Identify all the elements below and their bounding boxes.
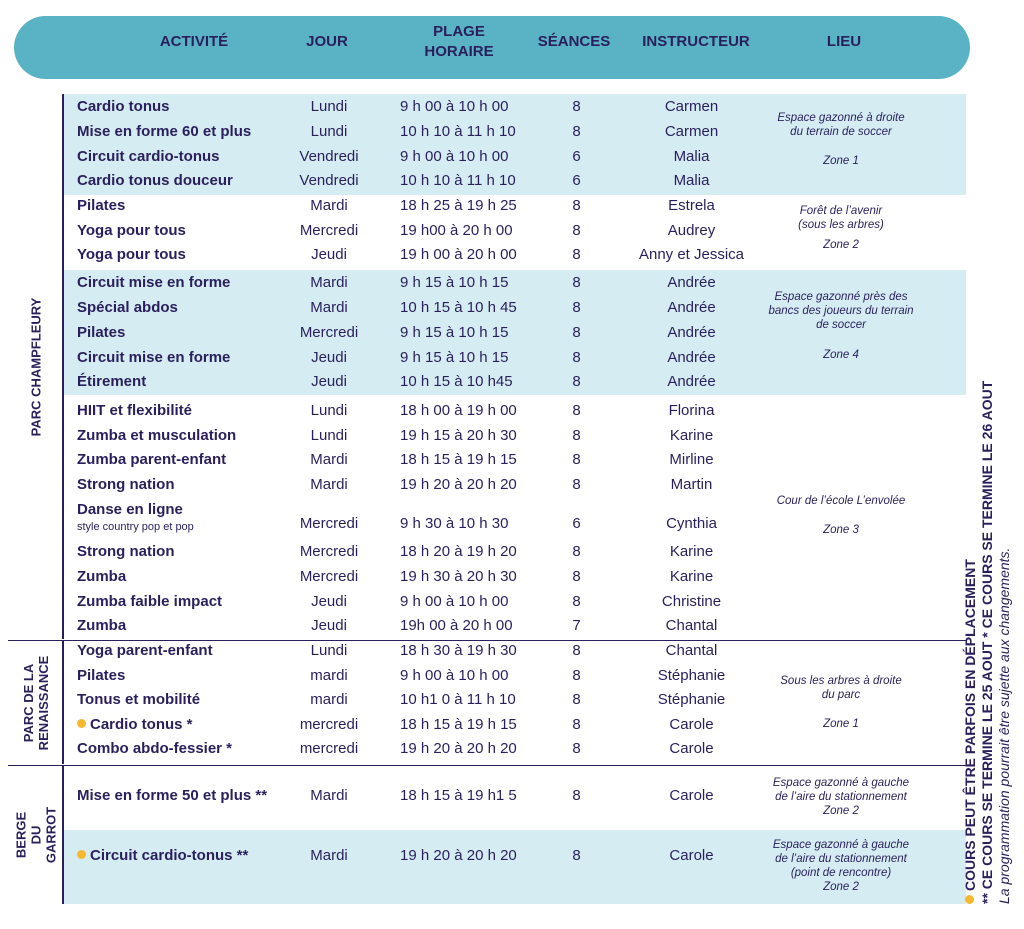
lieu-zone: Zone 1 bbox=[823, 155, 859, 167]
activity-label: Pilates bbox=[77, 197, 126, 214]
time-cell: 10 h 10 à 11 h 10 bbox=[400, 172, 516, 189]
instructor-cell: Martin bbox=[670, 476, 713, 493]
activity-name bbox=[77, 740, 232, 757]
instructor-cell: Andrée bbox=[667, 274, 716, 291]
lieu-text: Espace gazonné à gauche bbox=[772, 839, 910, 851]
time-cell: 18 h 00 à 19 h 00 bbox=[400, 402, 517, 419]
time-cell: 18 h 25 à 19 h 25 bbox=[400, 197, 517, 214]
lieu-text: bancs des joueurs du terrain bbox=[768, 305, 914, 317]
sessions-cell: 6 bbox=[572, 172, 581, 189]
activity-label: Circuit cardio-tonus bbox=[77, 148, 220, 165]
activity-name bbox=[77, 568, 126, 585]
activity-label: Cardio tonus bbox=[77, 98, 170, 115]
lieu-zone-1 bbox=[750, 111, 932, 168]
instructor-cell: Chantal bbox=[665, 617, 718, 634]
lieu-text: Espace gazonné près des bbox=[774, 291, 908, 303]
day-cell: Vendredi bbox=[299, 172, 359, 189]
time-cell: 19 h00 à 20 h 00 bbox=[400, 222, 513, 239]
activity-name bbox=[77, 617, 126, 634]
sessions-cell: 8 bbox=[572, 123, 581, 140]
activity-name bbox=[77, 787, 267, 804]
sessions-cell: 8 bbox=[572, 476, 581, 493]
lieu-zone: Zone 1 bbox=[823, 718, 859, 730]
activity-label: Yoga pour tous bbox=[77, 246, 186, 263]
instructor-cell: Karine bbox=[669, 543, 714, 560]
lieu-text: du terrain de soccer bbox=[790, 126, 892, 138]
sessions-cell: 8 bbox=[572, 324, 581, 341]
instructor-cell: Karine bbox=[669, 427, 714, 444]
instructor-cell: Carmen bbox=[664, 98, 719, 115]
time-cell: 10 h1 0 à 11 h 10 bbox=[400, 691, 516, 708]
activity-name bbox=[77, 222, 186, 239]
day-cell: Mercredi bbox=[299, 543, 359, 560]
time-cell: 19 h 15 à 20 h 30 bbox=[400, 427, 517, 444]
day-cell: mardi bbox=[310, 667, 348, 684]
activity-label: Yoga parent-enfant bbox=[77, 642, 213, 659]
time-cell: 9 h 15 à 10 h 15 bbox=[400, 349, 509, 366]
lieu-zone: Zone 3 bbox=[823, 524, 859, 536]
instructor-cell: Mirline bbox=[669, 451, 714, 468]
header-seances: SÉANCES bbox=[537, 33, 611, 50]
sessions-cell: 8 bbox=[572, 667, 581, 684]
activity-label: Spécial abdos bbox=[77, 299, 178, 316]
activity-name bbox=[77, 847, 248, 864]
time-cell: 9 h 00 à 10 h 00 bbox=[400, 667, 509, 684]
section-divider bbox=[62, 641, 64, 764]
activity-name bbox=[77, 501, 183, 518]
header-lieu: LIEU bbox=[826, 33, 862, 50]
activity-name bbox=[77, 427, 236, 444]
instructor-cell: Andrée bbox=[667, 349, 716, 366]
sessions-cell: 7 bbox=[572, 617, 581, 634]
day-cell: Mardi bbox=[310, 847, 348, 864]
activity-label: Zumba bbox=[77, 568, 127, 585]
header-instructeur: INSTRUCTEUR bbox=[642, 33, 750, 50]
time-cell: 18 h 15 à 19 h 15 bbox=[400, 716, 517, 733]
sessions-cell: 8 bbox=[572, 197, 581, 214]
day-cell: mardi bbox=[310, 691, 348, 708]
instructor-cell: Carmen bbox=[664, 123, 719, 140]
day-cell: Jeudi bbox=[311, 617, 347, 634]
activity-name bbox=[77, 642, 213, 659]
activity-name bbox=[77, 148, 220, 165]
activity-label: Strong nation bbox=[77, 543, 175, 560]
day-cell: Mercredi bbox=[299, 324, 359, 341]
sessions-cell: 8 bbox=[572, 274, 581, 291]
day-cell: Jeudi bbox=[311, 373, 347, 390]
activity-label: Mise en forme 50 et plus ** bbox=[77, 787, 268, 804]
time-cell: 10 h 10 à 11 h 10 bbox=[400, 123, 516, 140]
instructor-cell: Andrée bbox=[667, 373, 716, 390]
activity-label: Circuit cardio-tonus ** bbox=[90, 847, 249, 864]
time-cell: 9 h 15 à 10 h 15 bbox=[400, 324, 509, 341]
lieu-text: Forêt de l’avenir bbox=[799, 205, 883, 217]
side-note-deplacement bbox=[962, 559, 978, 904]
instructor-cell: Christine bbox=[661, 593, 722, 610]
activity-label: Zumba et musculation bbox=[77, 427, 237, 444]
instructor-cell: Florina bbox=[668, 402, 715, 419]
sessions-cell: 8 bbox=[572, 593, 581, 610]
section-label: BERGE DU GARROT bbox=[13, 806, 59, 864]
day-cell: Lundi bbox=[310, 427, 348, 444]
activity-label: Mise en forme 60 et plus bbox=[77, 123, 252, 140]
sessions-cell: 8 bbox=[572, 787, 581, 804]
sessions-cell: 8 bbox=[572, 740, 581, 757]
activity-name bbox=[77, 476, 175, 493]
activity-name bbox=[77, 299, 178, 316]
activity-name bbox=[77, 246, 186, 263]
activity-label: Zumba parent-enfant bbox=[77, 451, 227, 468]
dot-marker bbox=[965, 895, 974, 904]
activity-name bbox=[77, 691, 200, 708]
day-cell: Lundi bbox=[310, 642, 348, 659]
time-cell: 19 h 20 à 20 h 20 bbox=[400, 847, 517, 864]
header-jour: JOUR bbox=[306, 33, 348, 50]
day-cell: Mardi bbox=[310, 476, 348, 493]
activity-label: Pilates bbox=[77, 667, 126, 684]
lieu-garrot-1 bbox=[750, 776, 932, 818]
time-cell: 18 h 15 à 19 h 15 bbox=[400, 451, 517, 468]
time-cell: 19 h 30 à 20 h 30 bbox=[400, 568, 517, 585]
activity-label: Strong nation bbox=[77, 476, 175, 493]
lieu-text: Espace gazonné à gauche bbox=[772, 777, 910, 789]
lieu-text: (sous les arbres) bbox=[798, 219, 884, 231]
lieu-text: de l’aire du stationnement bbox=[775, 791, 907, 803]
time-cell: 18 h 30 à 19 h 30 bbox=[400, 642, 517, 659]
sessions-cell: 8 bbox=[572, 222, 581, 239]
lieu-zone: Zone 4 bbox=[823, 349, 859, 361]
lieu-text: de soccer bbox=[816, 319, 866, 331]
activity-name bbox=[77, 197, 125, 214]
sessions-cell: 8 bbox=[572, 568, 581, 585]
activity-name bbox=[77, 123, 251, 140]
day-cell: Jeudi bbox=[311, 593, 347, 610]
lieu-zone-2 bbox=[750, 204, 932, 252]
activity-label: Cardio tonus douceur bbox=[77, 172, 233, 189]
activity-label: Circuit mise en forme bbox=[77, 349, 231, 366]
section-separator bbox=[8, 640, 966, 641]
instructor-cell: Chantal bbox=[665, 642, 718, 659]
sessions-cell: 8 bbox=[572, 402, 581, 419]
day-cell: Jeudi bbox=[311, 246, 347, 263]
activity-label: Yoga pour tous bbox=[77, 222, 186, 239]
activity-label: Zumba faible impact bbox=[77, 593, 223, 610]
sessions-cell: 8 bbox=[572, 716, 581, 733]
side-note-dates: ** CE COURS SE TERMINE LE 25 AOUT * CE COURS SE TERMINE LE 26 AOUT bbox=[979, 380, 995, 904]
day-cell: Vendredi bbox=[299, 148, 359, 165]
time-cell: 9 h 00 à 10 h 00 bbox=[400, 593, 509, 610]
instructor-cell: Stéphanie bbox=[657, 667, 726, 684]
activity-name bbox=[77, 172, 233, 189]
time-cell: 18 h 15 à 19 h1 5 bbox=[400, 787, 517, 804]
sessions-cell: 8 bbox=[572, 427, 581, 444]
time-cell: 19 h 20 à 20 h 20 bbox=[400, 740, 517, 757]
instructor-cell: Carole bbox=[669, 716, 714, 733]
day-cell: Mercredi bbox=[299, 222, 359, 239]
activity-label: Zumba bbox=[77, 617, 127, 634]
activity-name bbox=[77, 98, 170, 115]
sessions-cell: 8 bbox=[572, 349, 581, 366]
activity-subtitle: style country pop et pop bbox=[77, 521, 194, 533]
sessions-cell: 8 bbox=[572, 847, 581, 864]
lieu-zone-3 bbox=[750, 494, 932, 537]
instructor-cell: Karine bbox=[669, 568, 714, 585]
time-cell: 18 h 20 à 19 h 20 bbox=[400, 543, 517, 560]
section-renaissance bbox=[14, 641, 58, 765]
side-note-text: COURS PEUT ÊTRE PARFOIS EN DÉPLACEMENT bbox=[962, 559, 978, 891]
section-separator bbox=[8, 765, 966, 766]
instructor-cell: Cynthia bbox=[666, 515, 717, 532]
activity-name bbox=[77, 451, 226, 468]
section-label: PARC CHAMPFLEURY bbox=[28, 297, 44, 437]
activity-label: Tonus et mobilité bbox=[77, 691, 201, 708]
table-header bbox=[14, 16, 970, 79]
section-champfleury bbox=[14, 94, 58, 640]
dot-marker bbox=[77, 719, 86, 728]
activity-label: Circuit mise en forme bbox=[77, 274, 231, 291]
activity-label: HIIT et flexibilité bbox=[77, 402, 193, 419]
lieu-garrot-2 bbox=[750, 838, 932, 894]
lieu-text: Espace gazonné à droite bbox=[777, 112, 905, 124]
activity-name bbox=[77, 716, 193, 733]
section-divider bbox=[62, 766, 64, 904]
day-cell: Lundi bbox=[310, 123, 348, 140]
lieu-zone-4 bbox=[750, 290, 932, 362]
lieu-text: Sous les arbres à droite bbox=[780, 675, 902, 687]
sessions-cell: 6 bbox=[572, 515, 581, 532]
section-divider bbox=[62, 94, 64, 639]
instructor-cell: Audrey bbox=[667, 222, 716, 239]
day-cell: Mardi bbox=[310, 197, 348, 214]
sessions-cell: 6 bbox=[572, 148, 581, 165]
lieu-zone: Zone 2 bbox=[823, 239, 859, 251]
day-cell: Mardi bbox=[310, 451, 348, 468]
sessions-cell: 8 bbox=[572, 299, 581, 316]
lieu-renaissance bbox=[750, 674, 932, 731]
side-note-changes: La programmation pourrait être sujette aux changements. bbox=[996, 547, 1012, 904]
day-cell: mercredi bbox=[299, 740, 359, 757]
instructor-cell: Andrée bbox=[667, 299, 716, 316]
lieu-text: de l’aire du stationnement bbox=[775, 853, 907, 865]
time-cell: 10 h 15 à 10 h 45 bbox=[400, 299, 517, 316]
day-cell: mercredi bbox=[299, 716, 359, 733]
day-cell: Lundi bbox=[310, 402, 348, 419]
activity-label: Danse en ligne bbox=[77, 501, 183, 518]
instructor-cell: Stéphanie bbox=[657, 691, 726, 708]
sessions-cell: 8 bbox=[572, 642, 581, 659]
lieu-zone: Zone 2 bbox=[823, 881, 859, 893]
section-garrot bbox=[14, 766, 58, 904]
header-plage: PLAGE HORAIRE bbox=[424, 23, 494, 60]
activity-label: Étirement bbox=[77, 373, 147, 390]
day-cell: Jeudi bbox=[311, 349, 347, 366]
day-cell: Lundi bbox=[310, 98, 348, 115]
sessions-cell: 8 bbox=[572, 451, 581, 468]
time-cell: 9 h 00 à 10 h 00 bbox=[400, 148, 509, 165]
instructor-cell: Carole bbox=[669, 740, 714, 757]
instructor-cell: Estrela bbox=[668, 197, 715, 214]
sessions-cell: 8 bbox=[572, 246, 581, 263]
time-cell: 10 h 15 à 10 h45 bbox=[400, 373, 513, 390]
time-cell: 9 h 00 à 10 h 00 bbox=[400, 98, 509, 115]
activity-label: Pilates bbox=[77, 324, 126, 341]
activity-name bbox=[77, 373, 146, 390]
activity-name bbox=[77, 667, 125, 684]
sessions-cell: 8 bbox=[572, 373, 581, 390]
instructor-cell: Carole bbox=[669, 787, 714, 804]
lieu-text: du parc bbox=[821, 689, 861, 701]
activity-name bbox=[77, 324, 125, 341]
activity-name bbox=[77, 593, 222, 610]
instructor-cell: Anny et Jessica bbox=[638, 246, 745, 263]
activity-name bbox=[77, 274, 230, 291]
day-cell: Mardi bbox=[310, 787, 348, 804]
sessions-cell: 8 bbox=[572, 543, 581, 560]
dot-marker bbox=[77, 850, 86, 859]
day-cell: Mercredi bbox=[299, 515, 359, 532]
instructor-cell: Malia bbox=[673, 148, 710, 165]
instructor-cell: Andrée bbox=[667, 324, 716, 341]
sessions-cell: 8 bbox=[572, 691, 581, 708]
lieu-text: (point de rencontre) bbox=[790, 867, 892, 879]
activity-name bbox=[77, 402, 192, 419]
day-cell: Mercredi bbox=[299, 568, 359, 585]
lieu-text: Cour de l’école L’envolée bbox=[776, 495, 906, 507]
activity-name bbox=[77, 543, 175, 560]
lieu-zone: Zone 2 bbox=[823, 805, 859, 817]
instructor-cell: Carole bbox=[669, 847, 714, 864]
time-cell: 19 h 20 à 20 h 20 bbox=[400, 476, 517, 493]
day-cell: Mardi bbox=[310, 274, 348, 291]
sessions-cell: 8 bbox=[572, 98, 581, 115]
activity-name bbox=[77, 349, 230, 366]
day-cell: Mardi bbox=[310, 299, 348, 316]
time-cell: 9 h 15 à 10 h 15 bbox=[400, 274, 509, 291]
time-cell: 19h 00 à 20 h 00 bbox=[400, 617, 513, 634]
instructor-cell: Malia bbox=[673, 172, 710, 189]
activity-label: Combo abdo-fessier * bbox=[77, 740, 233, 757]
activity-label: Cardio tonus * bbox=[90, 716, 193, 733]
time-cell: 9 h 30 à 10 h 30 bbox=[400, 515, 509, 532]
section-label: PARC DE LA RENAISSANCE bbox=[21, 655, 51, 751]
header-activite: ACTIVITÉ bbox=[159, 33, 229, 50]
time-cell: 19 h 00 à 20 h 00 bbox=[400, 246, 517, 263]
